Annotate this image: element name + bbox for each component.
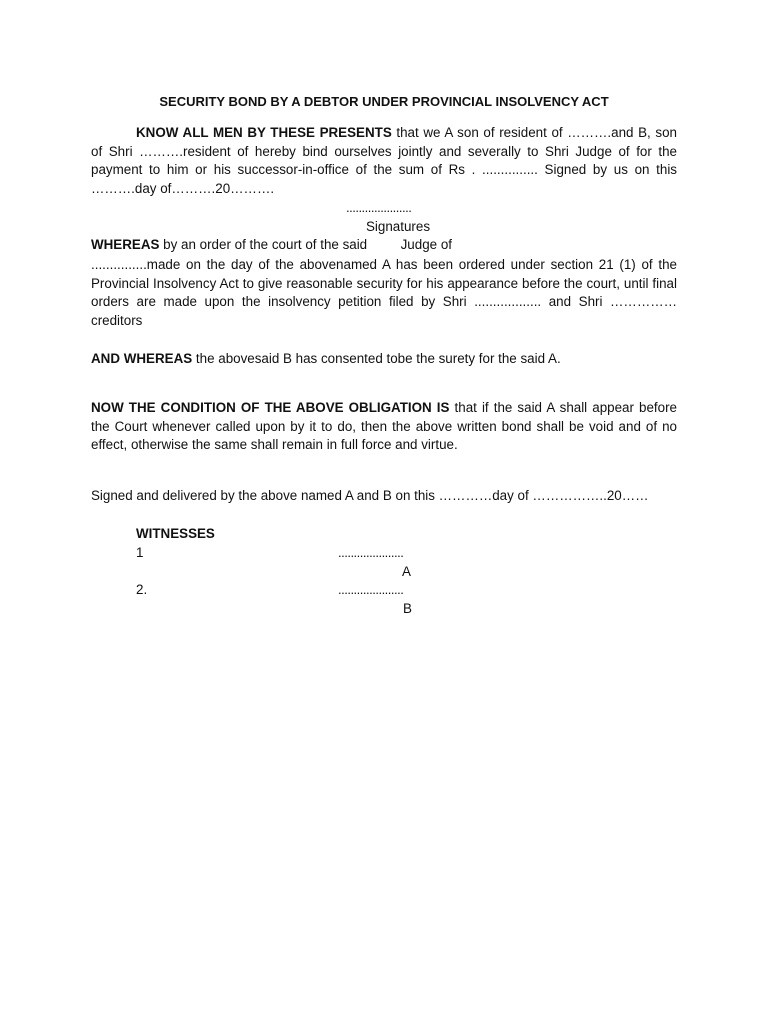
document-title: SECURITY BOND BY A DEBTOR UNDER PROVINCIAL INSOLVENCY ACT [159, 94, 609, 109]
paragraph-condition [91, 399, 677, 455]
paragraph-signed-delivered: Signed and delivered by the above named A and B on this …………day of ……………..20…… [91, 488, 649, 503]
witness-1-signature-line: ..................... [338, 545, 404, 560]
whereas-heading: WHEREAS [91, 237, 160, 252]
condition-heading: NOW THE CONDITION OF THE ABOVE OBLIGATION IS [91, 400, 450, 415]
party-a-label: A [402, 564, 411, 579]
condition-text: that if the said A shall appear before the Court whenever called upon by it to do, then the above written bond shall be void and of no effect, otherwise the same shall remain in full force and virtue. [91, 400, 677, 453]
paragraph-know-all-men [91, 124, 677, 198]
whereas-first-line [91, 237, 452, 252]
party-b-label: B [403, 601, 412, 616]
witnesses-heading: WITNESSES [136, 526, 215, 541]
paragraph-and-whereas [91, 350, 677, 369]
and-whereas-text: the abovesaid B has consented tobe the surety for the said A. [192, 351, 561, 366]
signature-line: ..................... [346, 200, 412, 215]
paragraph-body-know-all-men: that we A son of resident of ……….and B, son of Shri ……….resident of hereby bind ourselves jointly and severally to Shri Judge of for the payment to him or his successor-in-office of the sum of Rs . ............... Signed by us on this ……….day of……….20………. [91, 125, 677, 196]
witness-2-signature-line: ..................... [338, 582, 404, 597]
witness-1-number: 1 [136, 545, 144, 560]
and-whereas-heading: AND WHEREAS [91, 351, 193, 366]
signature-label: Signatures [366, 219, 431, 234]
witness-2-number: 2. [136, 582, 148, 597]
paragraph-heading-know-all-men: KNOW ALL MEN BY THESE PRESENTS [136, 125, 392, 140]
paragraph-whereas-body: ...............made on the day of the abovenamed A has been ordered under section 21 (1) of the Provincial Insolvency Act to give reasonable security for his appearance before the court, until final orders are made upon the insolvency petition filed by Shri .................. and Shri ……………creditors [91, 257, 677, 328]
whereas-first-line-text: by an order of the court of the said Judge of [159, 237, 452, 252]
